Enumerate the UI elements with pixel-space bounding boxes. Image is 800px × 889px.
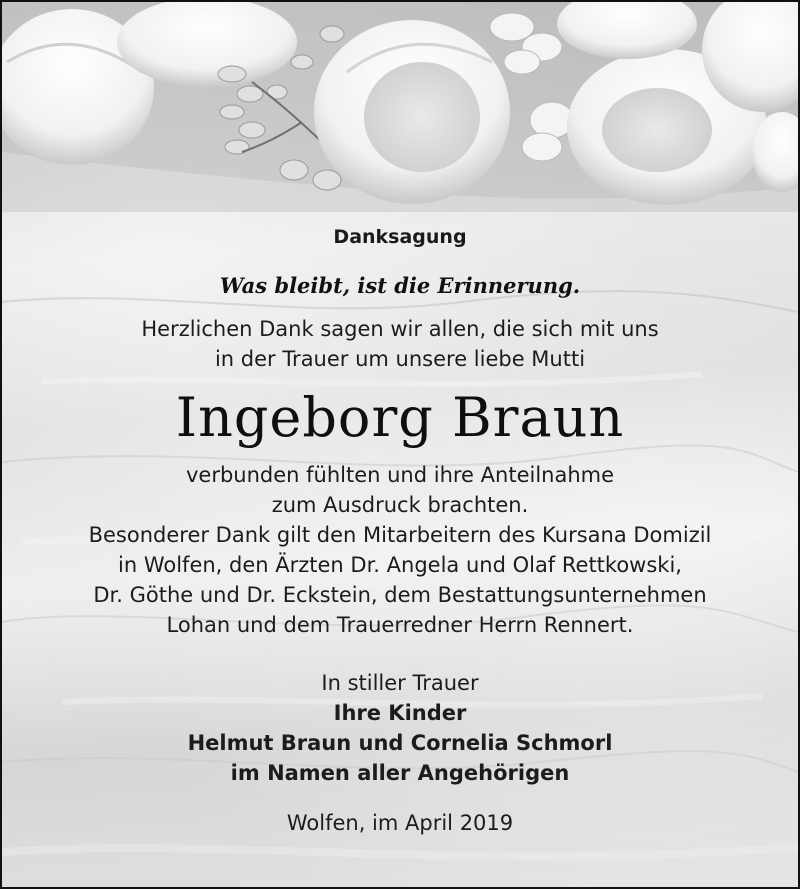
thanks-paragraph [2, 460, 798, 640]
thanks-line: zum Ausdruck brachten. [271, 493, 529, 517]
thanks-line: in Wolfen, den Ärzten Dr. Angela und Olaf Rettkowski, [118, 553, 682, 577]
thanks-line: Lohan und dem Trauerredner Herrn Rennert. [166, 613, 634, 637]
intro-line: Herzlichen Dank sagen wir allen, die sich mit uns [141, 317, 659, 341]
notice-heading: Danksagung [333, 226, 467, 248]
tulip-flowers-image [2, 2, 798, 212]
thanks-line: verbunden fühlten und ihre Anteilnahme [185, 463, 615, 487]
thanks-line: Dr. Göthe und Dr. Eckstein, dem Bestattungsunternehmen [93, 583, 707, 607]
place-and-date: Wolfen, im April 2019 [286, 811, 514, 835]
mourner-line: Ihre Kinder [333, 701, 467, 725]
signoff-block [2, 668, 798, 788]
intro-line: in der Trauer um unsere liebe Mutti [214, 347, 586, 371]
mourning-phrase: In stiller Trauer [321, 671, 479, 695]
intro-paragraph [2, 314, 798, 374]
mourner-line: Helmut Braun und Cornelia Schmorl [187, 731, 613, 755]
memorial-motto: Was bleibt, ist die Erinnerung. [219, 273, 581, 298]
deceased-name: Ingeborg Braun [175, 386, 625, 449]
notice-text-block [2, 224, 798, 838]
thanks-line: Besonderer Dank gilt den Mitarbeitern des Kursana Domizil [88, 523, 712, 547]
mourner-line: im Namen aller Angehörigen [230, 761, 570, 785]
